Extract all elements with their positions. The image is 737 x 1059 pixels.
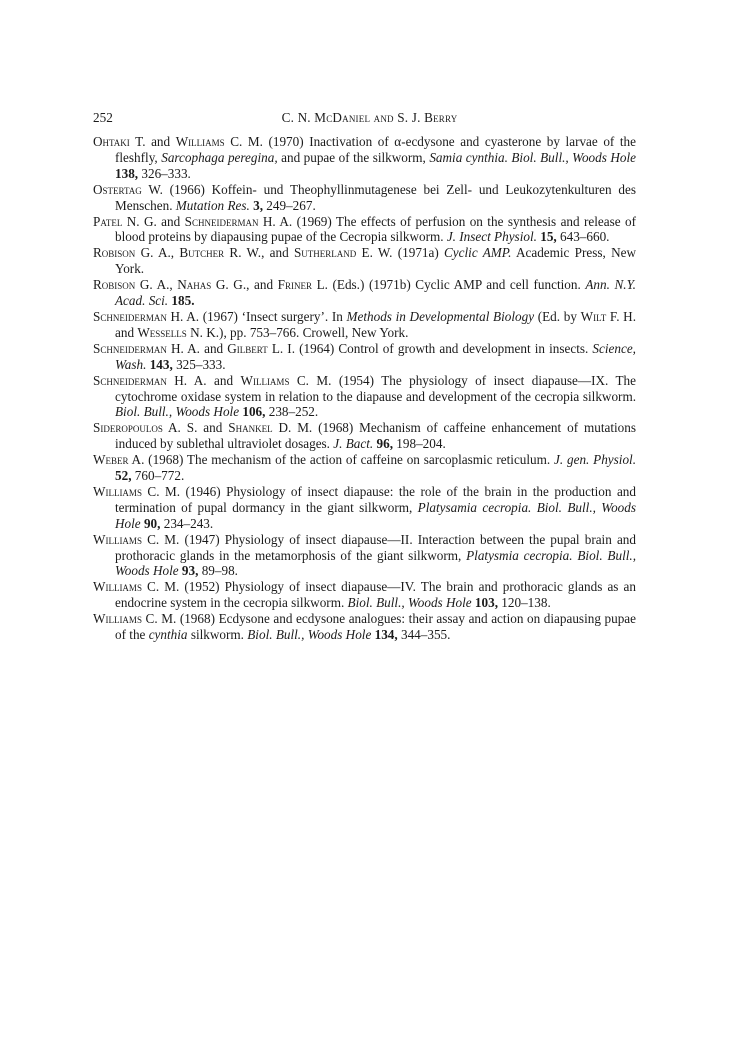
reference-entry — [93, 245, 636, 277]
reference-text: C. M. (1970) Inactivation of α-ecdysone and cyasterone by larvae of the fleshfly, — [115, 134, 636, 165]
reference-text: 52, — [115, 468, 132, 484]
reference-entry — [93, 341, 636, 373]
reference-list — [93, 134, 636, 643]
reference-text: H. A. and — [166, 340, 228, 356]
reference-text: A. S. and — [162, 420, 229, 436]
reference-text: 234–243. — [160, 515, 214, 531]
reference-text: T. and — [129, 134, 176, 149]
reference-text: Butcher — [179, 245, 225, 261]
reference-entry — [93, 420, 636, 452]
reference-text: Sutherland — [293, 245, 357, 261]
reference-text: Ostertag — [93, 181, 142, 197]
reference-text: R. W., and — [224, 245, 294, 261]
reference-text: 103, — [474, 595, 498, 611]
reference-text: 344–355. — [397, 627, 451, 643]
reference-text: C. M. (1947) Physiology of insect diapause—II. Interaction between the pupal brain and prothoracic glands in the metamorphosis of the giant silkworm, — [115, 531, 636, 563]
page — [93, 110, 636, 643]
reference-text: Williams — [175, 134, 225, 149]
reference-text: 120–138. — [497, 595, 551, 611]
reference-text: Patel — [93, 213, 123, 229]
reference-text: 198–204. — [392, 436, 446, 452]
reference-text: E. W. (1971a) — [356, 245, 445, 261]
reference-text: Weber — [93, 452, 129, 468]
reference-text: Biol. Bull., Woods Hole — [247, 627, 372, 643]
reference-text: W. (1966) Koffein- und Theophyllinmutagenese bei Zell- und Leukozytenkulturen des Menschen. — [115, 181, 636, 213]
reference-text: C. M. (1946) Physiology of insect diapause: the role of the brain in the production and termination of pupal dormancy in the giant silkworm, — [115, 483, 636, 515]
reference-text: Mutation Res. — [175, 197, 250, 213]
reference-text: C. M. (1968) Ecdysone and ecdysone analogues: their assay and action on diapausing pupae of the — [115, 611, 636, 643]
page-number: 252 — [93, 110, 113, 125]
reference-text: and pupae of the silkworm, — [277, 149, 430, 165]
reference-entry — [93, 134, 636, 182]
reference-text: Sideropoulos — [93, 420, 163, 436]
reference-text: Biol. Bull., Woods Hole — [347, 595, 472, 611]
reference-text: D. M. (1968) Mechanism of caffeine enhancement of mutations induced by sublethal ultraviolet dosages. — [115, 420, 637, 452]
reference-text: Williams — [93, 579, 142, 595]
reference-entry — [93, 309, 636, 341]
reference-text: Ohtaki — [93, 134, 130, 149]
reference-text: 185. — [171, 293, 195, 309]
reference-text: J. gen. Physiol. — [554, 452, 637, 468]
reference-text: Friner — [277, 277, 312, 293]
reference-entry — [93, 182, 636, 214]
reference-text: 93, — [181, 563, 199, 579]
reference-text: F. H. and — [115, 308, 636, 340]
reference-text: 90, — [143, 515, 161, 531]
reference-text: L. (Eds.) (1971b) Cyclic AMP and cell function. — [311, 277, 586, 293]
reference-entry — [93, 373, 636, 421]
reference-text: silkworm. — [187, 627, 248, 643]
reference-text: 106, — [242, 404, 266, 420]
reference-text: L. I. (1964) Control of growth and development in insects. — [267, 340, 593, 356]
reference-text: Schneiderman — [93, 372, 167, 388]
reference-text: Sarcophaga peregina, — [161, 149, 278, 165]
reference-text: Schneiderman — [184, 213, 259, 229]
reference-text: Platysamia cecropia. Biol. Bull., Woods Hole — [115, 499, 636, 531]
reference-text: Nahas — [177, 277, 212, 293]
reference-text: Shankel — [228, 420, 273, 436]
reference-text: A. (1968) The mechanism of the action of caffeine on sarcoplasmic reticulum. — [128, 452, 555, 468]
reference-text: Science, Wash. — [115, 340, 636, 372]
reference-text: 138, — [115, 165, 139, 181]
reference-entry — [93, 532, 636, 580]
reference-text: 96, — [376, 436, 393, 452]
reference-text: Ann. N.Y. Acad. Sci. — [115, 277, 636, 309]
reference-text: Methods in Developmental Biology — [346, 308, 535, 324]
reference-text: Schneiderman — [93, 308, 167, 324]
reference-text: Williams — [93, 483, 142, 499]
reference-text: cynthia — [148, 627, 188, 643]
reference-text: Cyclic AMP. — [444, 245, 512, 261]
reference-text: J. Insect Physiol. — [446, 229, 537, 245]
reference-text: 326–333. — [138, 165, 191, 181]
reference-text: 325–333. — [172, 356, 226, 372]
reference-text: 249–267. — [262, 197, 316, 213]
page-header — [93, 110, 636, 134]
reference-text: G. G., and — [211, 277, 278, 293]
reference-entry — [93, 452, 636, 484]
reference-text: Williams — [240, 372, 290, 388]
reference-text: H. A. (1967) ‘Insect surgery’. In — [166, 308, 347, 324]
reference-text: N. K.), pp. 753–766. Crowell, New York. — [186, 324, 409, 340]
reference-text: G. A., — [135, 277, 178, 293]
reference-text: 89–98. — [198, 563, 238, 579]
reference-text: 3, — [253, 197, 263, 213]
reference-entry — [93, 214, 636, 246]
reference-text: 760–772. — [131, 468, 185, 484]
reference-text: Schneiderman — [93, 340, 167, 356]
reference-text: Robison — [93, 245, 136, 261]
reference-text: H. A. (1969) The effects of perfusion on the synthesis and release of blood proteins by diapausing pupae of the Cecropia silkworm. — [115, 213, 637, 245]
reference-text: 134, — [374, 627, 398, 643]
reference-entry — [93, 611, 636, 643]
reference-text: C. M. (1954) The physiology of insect diapause—IX. The cytochrome oxidase system in relation to the diapause and development of the cecropia silkworm. — [115, 372, 636, 404]
reference-entry — [93, 277, 636, 309]
reference-entry — [93, 579, 636, 611]
reference-text: 238–252. — [265, 404, 319, 420]
reference-text: Williams — [93, 531, 142, 547]
reference-text: 143, — [149, 356, 173, 372]
reference-text: 15, — [540, 229, 557, 245]
reference-text: Platysmia cecropia. Biol. Bull., Woods Hole — [115, 547, 636, 579]
reference-text: Wilt — [580, 308, 607, 324]
reference-text: Williams — [93, 611, 142, 627]
running-head: C. N. McDaniel and S. J. Berry — [281, 110, 458, 125]
reference-text: Wessells — [137, 324, 187, 340]
reference-text: G. A., — [135, 245, 180, 261]
reference-text: Robison — [93, 277, 136, 293]
reference-text: Academic Press, New York. — [115, 245, 636, 277]
reference-text: Samia cynthia. Biol. Bull., Woods Hole — [429, 149, 636, 165]
reference-text: N. G. and — [122, 213, 185, 229]
reference-text: J. Bact. — [333, 436, 374, 452]
reference-entry — [93, 484, 636, 532]
reference-text: 643–660. — [556, 229, 610, 245]
reference-text: (Ed. by — [534, 308, 581, 324]
reference-text: Biol. Bull., Woods Hole — [115, 404, 240, 420]
reference-text: Gilbert — [227, 340, 268, 356]
reference-text: H. A. and — [166, 372, 241, 388]
reference-text: C. M. (1952) Physiology of insect diapause—IV. The brain and prothoracic glands as an endocrine system in the cecropia silkworm. — [115, 579, 636, 611]
